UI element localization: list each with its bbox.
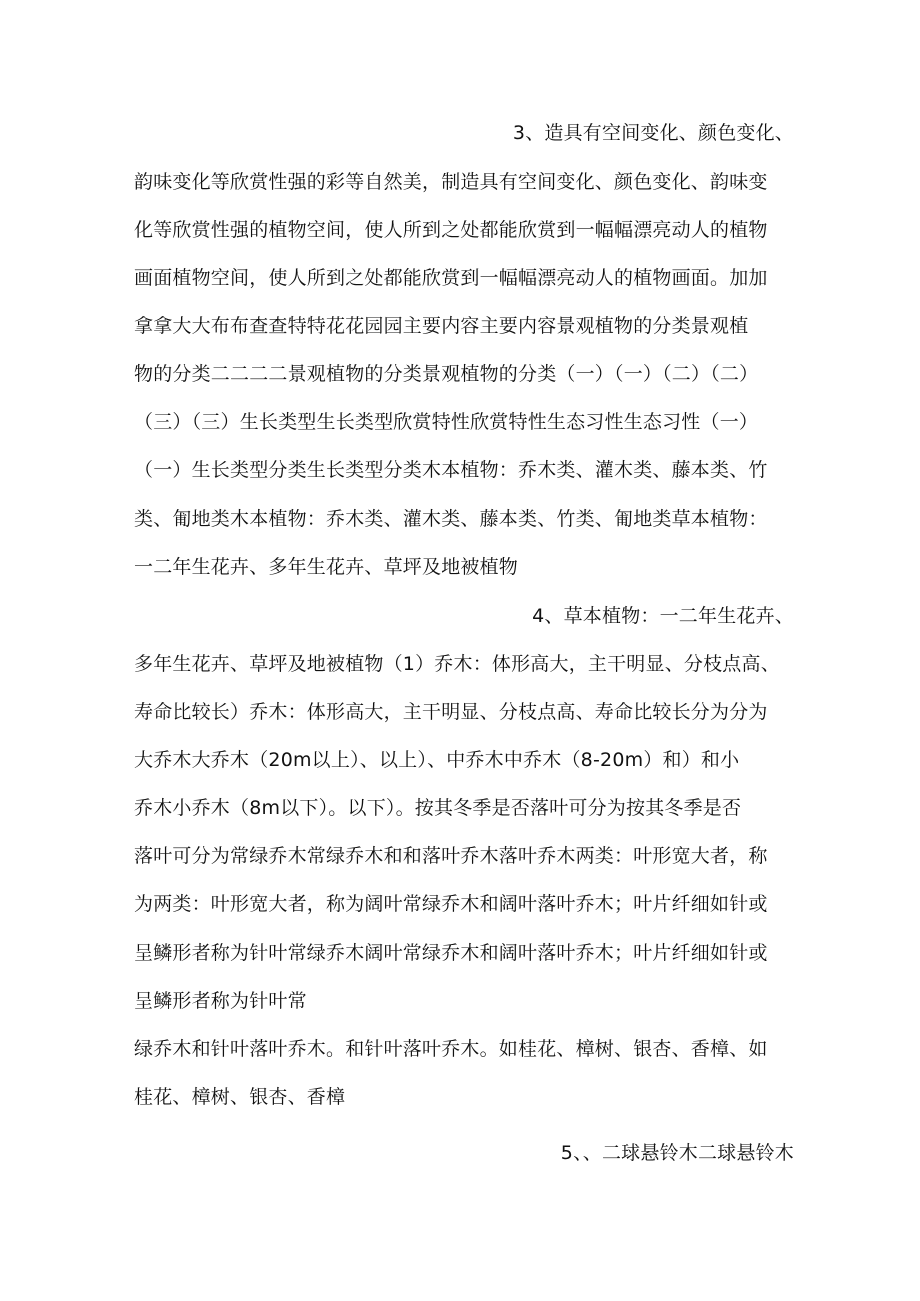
- text-line: 大乔木大乔木（20m以上）、以上）、中乔木中乔木（8-20m）和）和小: [134, 749, 740, 771]
- text-line: 化等欣赏性强的植物空间，使人所到之处都能欣赏到一幅幅漂亮动人的植物: [134, 219, 768, 241]
- text-line: 为两类：叶形宽大者，称为阔叶常绿乔木和阔叶落叶乔木；叶片纤细如针或: [134, 893, 768, 915]
- text-line: （一）生长类型分类生长类型分类木本植物：乔木类、灌木类、藤本类、竹: [134, 459, 768, 481]
- text-line: 桂花、樟树、银杏、香樟: [134, 1086, 346, 1108]
- text-line: 韵味变化等欣赏性强的彩等自然美，制造具有空间变化、颜色变化、韵味变: [134, 171, 768, 193]
- text-line: 一二年生花卉、多年生花卉、草坪及地被植物: [134, 556, 519, 578]
- paragraph-4-heading: 4、草本植物：一二年生花卉、: [532, 605, 794, 627]
- text-line: 物的分类二二二二景观植物的分类景观植物的分类（一）（一）（二）（二）: [134, 363, 759, 385]
- text-line: （三）（三）生长类型生长类型欣赏特性欣赏特性生态习性生态习性（一）: [134, 411, 759, 433]
- text-line: 寿命比较长）乔木：体形高大，主干明显、分枝点高、寿命比较长分为分为: [134, 701, 768, 723]
- paragraph-3-heading: 3、造具有空间变化、颜色变化、: [512, 122, 794, 144]
- text-line: 拿拿大大布布查查特特花花园园主要内容主要内容景观植物的分类景观植: [134, 315, 749, 337]
- text-line: 画面植物空间，使人所到之处都能欣赏到一幅幅漂亮动人的植物画面。加加: [134, 267, 768, 289]
- paragraph-5-heading: 5、、二球悬铃木二球悬铃木: [560, 1142, 794, 1164]
- text-line: 类、匍地类木本植物：乔木类、灌木类、藤本类、竹类、匍地类草本植物：: [134, 508, 768, 530]
- text-line: 落叶可分为常绿乔木常绿乔木和和落叶乔木落叶乔木两类：叶形宽大者，称: [134, 845, 768, 867]
- text-line: 乔木小乔木（8m以下）。以下）。按其冬季是否落叶可分为按其冬季是否: [134, 797, 742, 819]
- text-line: 绿乔木和针叶落叶乔木。和针叶落叶乔木。如桂花、樟树、银杏、香樟、如: [134, 1038, 768, 1060]
- text-line: 多年生花卉、草坪及地被植物（1）乔木：体形高大，主干明显、分枝点高、: [134, 653, 780, 675]
- text-line: 呈鳞形者称为针叶常: [134, 990, 307, 1012]
- text-line: 呈鳞形者称为针叶常绿乔木阔叶常绿乔木和阔叶落叶乔木；叶片纤细如针或: [134, 942, 768, 964]
